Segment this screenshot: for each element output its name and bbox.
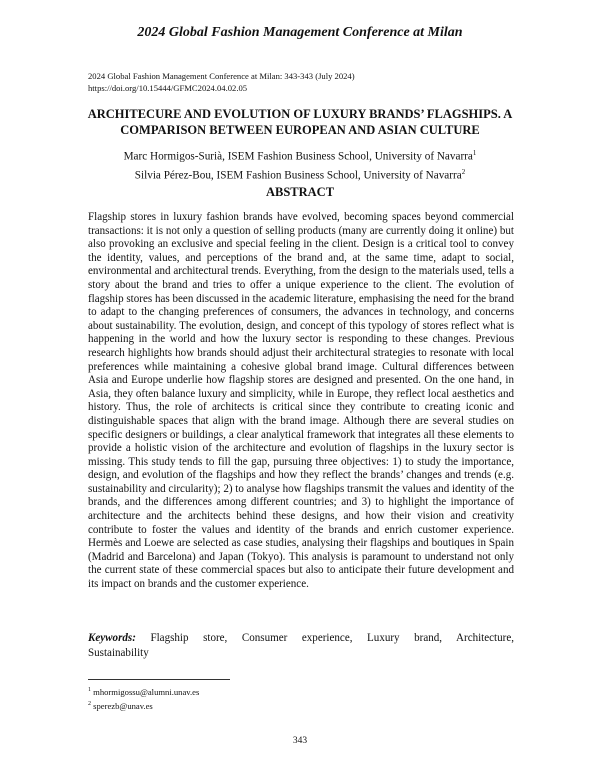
author-affiliation: Marc Hormigos-Surià, ISEM Fashion Business School, University of Navarra [123, 150, 473, 163]
citation-line: 2024 Global Fashion Management Conference at Milan: 343-343 (July 2024) [88, 71, 355, 81]
abstract-body: Flagship stores in luxury fashion brands have evolved, becoming spaces beyond commercial transactions: it is not only a question of selling products (many are currently doing it online) but also provoking an exclusive and special feeling in the client. Design is a critical tool to convey the identity, values, and perceptions of the brand and, at the same time, adapt to social, environmental and architectural trends. Everything, from the design to the materials used, tells a story about the brand and tries to offer a unique experience to the client. The evolution of flagship stores has been discussed in the academic literature, emphasising the need for the brand to adapt to the changing preferences of consumers, the advances in technology, and concerns about sustainability. The evolution, design, and concept of this typology of stores reflect what is happening in the world and how the luxury sector is responding to these changes. Previous research highlights how brands should adjust their architectural strategies to resonate with local preferences while maintaining a cohesive global brand image. Cultural differences between Asia and Europe underlie how flagship stores are designed and presented. On the one hand, in Asia, they often balance luxury and simplicity, while in Europe, they reflect local aesthetics and history. Thus, the role of architects is critical since they contribute to creating iconic and distinguishable spaces that align with the brand image. Although there are several studies on specific designers or buildings, a clear analytical framework that integrates all these elements to provide a holistic vision of the architecture and evolution of flagships in the luxury sector is missing. This study tends to fill the gap, pursuing three objectives: 1) to study the importance, design, and evolution of the flagships and how they reflect the brands’ changes and trends (e.g. sustainability and circularity); 2) to analyse how flagships transmit the values and identity of the brands, and the differences among different countries; and 3) to highlight the importance of architecture and the architects behind these designs, and how their vision and creativity contribute to foster the values and identity of the brands and enrich customer experience. Hermès and Loewe are selected as case studies, analysing their flagships and boutiques in Spain (Madrid and Barcelona) and Japan (Tokyo). This analysis is paramount to understand not only the current state of these commercial spaces but also to anticipate their future development and its impact on brands and the customer experience. [88, 211, 514, 591]
author-line [70, 146, 530, 165]
footnote-marker: 1 [472, 149, 477, 157]
keywords [88, 631, 514, 661]
footnote-mark: 2 [88, 700, 91, 707]
footnotes [88, 684, 199, 712]
doi-link[interactable]: https://doi.org/10.15444/GFMC2024.04.02.05 [88, 83, 248, 93]
footnote-mark: 1 [88, 687, 91, 693]
author-affiliation: Silvia Pérez-Bou, ISEM Fashion Business School, University of Navarra [134, 169, 462, 182]
footnote-email[interactable]: mhormigossu@alumni.unav.es [93, 686, 200, 697]
conference-header: 2024 Global Fashion Management Conference at Milan [137, 25, 463, 40]
footnote-divider [88, 679, 230, 680]
abstract-heading: ABSTRACT [265, 185, 335, 199]
citation-block [88, 70, 355, 94]
paper-title [80, 106, 520, 138]
keywords-label: Keywords: [88, 632, 136, 644]
author-list [70, 146, 530, 183]
footnote [88, 684, 199, 698]
keywords-text: Flagship store, Consumer experience, Luxury brand, Architecture, Sustainability [88, 632, 514, 659]
author-line [70, 165, 530, 184]
title-line: COMPARISON BETWEEN EUROPEAN AND ASIAN CULTURE [120, 123, 480, 137]
footnote-marker: 2 [461, 167, 466, 176]
footnote [88, 698, 199, 712]
title-line: ARCHITECURE AND EVOLUTION OF LUXURY BRANDS’ FLAGSHIPS. A [87, 107, 513, 121]
page-number: 343 [292, 736, 308, 746]
footnote-email[interactable]: sperezb@unav.es [93, 700, 153, 711]
